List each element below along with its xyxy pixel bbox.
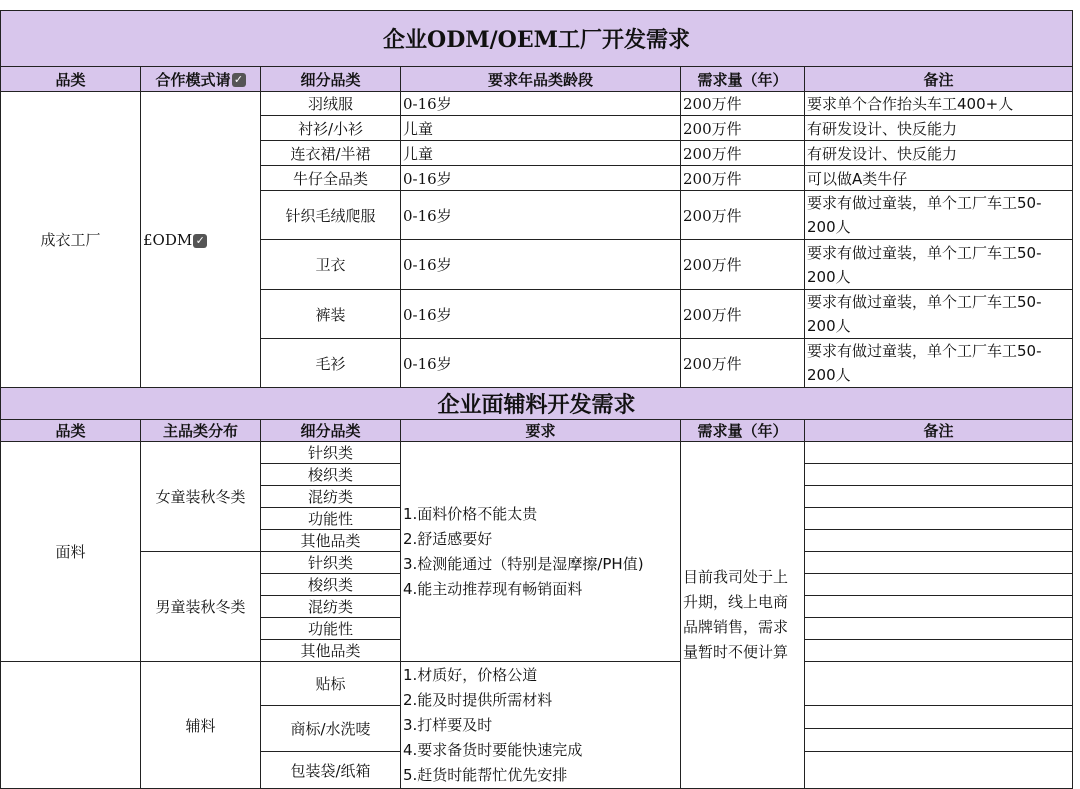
age-cell: 0-16岁	[401, 92, 681, 116]
item-cell: 功能性	[261, 618, 401, 640]
item-cell: 针织类	[261, 552, 401, 574]
item-cell: 梭织类	[261, 464, 401, 486]
note-cell: 要求单个合作抬头车工400+人	[805, 92, 1073, 116]
note-cell	[805, 508, 1073, 530]
header-age: 要求年品类龄段	[401, 67, 681, 92]
qty-cell: 200万件	[681, 240, 805, 290]
note-cell	[805, 640, 1073, 662]
item-cell: 针织类	[261, 442, 401, 464]
fabric-requirements-cell	[401, 442, 681, 662]
requirement-line: 1.面料价格不能太贵	[403, 504, 538, 523]
qty-cell: 200万件	[681, 166, 805, 191]
sub-cell: 羽绒服	[261, 92, 401, 116]
header-note: 备注	[805, 420, 1073, 442]
note-cell	[805, 662, 1073, 706]
requirement-line: 3.检测能通过（特别是湿摩擦/PH值)	[403, 554, 644, 573]
note-cell: 有研发设计、快反能力	[805, 116, 1073, 141]
group-cell: 男童装秋冬类	[141, 552, 261, 662]
sub-cell: 连衣裙/半裙	[261, 141, 401, 166]
qty-cell: 200万件	[681, 290, 805, 339]
blank-cell	[1, 662, 141, 789]
note-cell	[805, 530, 1073, 552]
requirement-line: 3.打样要及时	[403, 715, 493, 734]
note-cell: 要求有做过童装，单个工厂车工50-200人	[805, 339, 1073, 388]
item-cell: 包装袋/纸箱	[261, 752, 401, 789]
sub-cell: 牛仔全品类	[261, 166, 401, 191]
item-cell: 梭织类	[261, 574, 401, 596]
note-cell	[805, 552, 1073, 574]
checkbox-icon: ✓	[193, 234, 207, 248]
note-cell	[805, 729, 1073, 752]
note-cell	[805, 752, 1073, 789]
mode-cell: £ODM ✓	[141, 92, 261, 388]
qty-cell: 200万件	[681, 116, 805, 141]
note-cell: 要求有做过童装，单个工厂车工50-200人	[805, 290, 1073, 339]
age-cell: 0-16岁	[401, 240, 681, 290]
fabric-category-cell: 面料	[1, 442, 141, 662]
note-cell	[805, 464, 1073, 486]
note-cell	[805, 618, 1073, 640]
table-row	[1, 92, 1073, 116]
age-cell: 0-16岁	[401, 191, 681, 240]
header-category: 品类	[1, 420, 141, 442]
qty-cell: 200万件	[681, 141, 805, 166]
requirement-line: 1.材质好，价格公道	[403, 665, 538, 684]
age-cell: 儿童	[401, 141, 681, 166]
section1-title: 企业ODM/OEM工厂开发需求	[1, 11, 1073, 67]
accessory-group-cell: 辅料	[141, 662, 261, 789]
header-subcategory: 细分品类	[261, 67, 401, 92]
note-cell: 要求有做过童装，单个工厂车工50-200人	[805, 240, 1073, 290]
age-cell: 0-16岁	[401, 166, 681, 191]
requirement-line: 2.舒适感要好	[403, 529, 493, 548]
note-cell	[805, 442, 1073, 464]
quantity-note-cell: 目前我司处于上升期，线上电商品牌销售，需求量暂时不便计算	[681, 442, 805, 789]
sub-cell: 卫衣	[261, 240, 401, 290]
qty-cell: 200万件	[681, 339, 805, 388]
requirement-line: 2.能及时提供所需材料	[403, 690, 553, 709]
category-cell: 成衣工厂	[1, 92, 141, 388]
age-cell: 0-16岁	[401, 290, 681, 339]
item-cell: 其他品类	[261, 640, 401, 662]
note-cell: 可以做A类牛仔	[805, 166, 1073, 191]
accessory-requirements-cell	[401, 662, 681, 789]
group-cell: 女童装秋冬类	[141, 442, 261, 552]
spreadsheet	[0, 10, 1072, 789]
header-mode: 合作模式请 ✓	[141, 67, 261, 92]
demand-table	[0, 10, 1073, 789]
table-row	[1, 662, 1073, 706]
sub-cell: 裤装	[261, 290, 401, 339]
item-cell: 贴标	[261, 662, 401, 706]
note-cell	[805, 486, 1073, 508]
requirement-line: 4.要求备货时要能快速完成	[403, 740, 583, 759]
item-cell: 功能性	[261, 508, 401, 530]
item-cell: 其他品类	[261, 530, 401, 552]
checkbox-icon: ✓	[232, 73, 246, 87]
header-category: 品类	[1, 67, 141, 92]
table-row	[1, 442, 1073, 464]
age-cell: 儿童	[401, 116, 681, 141]
note-cell: 要求有做过童装，单个工厂车工50-200人	[805, 191, 1073, 240]
note-cell	[805, 596, 1073, 618]
item-cell: 混纺类	[261, 486, 401, 508]
item-cell: 混纺类	[261, 596, 401, 618]
age-cell: 0-16岁	[401, 339, 681, 388]
sub-cell: 针织毛绒爬服	[261, 191, 401, 240]
qty-cell: 200万件	[681, 92, 805, 116]
note-cell: 有研发设计、快反能力	[805, 141, 1073, 166]
sub-cell: 毛衫	[261, 339, 401, 388]
header-requirement: 要求	[401, 420, 681, 442]
requirement-line: 4.能主动推荐现有畅销面料	[403, 579, 583, 598]
header-quantity: 需求量（年）	[681, 67, 805, 92]
qty-cell: 200万件	[681, 191, 805, 240]
requirement-line: 5.赶货时能帮忙优先安排	[403, 765, 568, 784]
header-subcategory: 细分品类	[261, 420, 401, 442]
sub-cell: 衬衫/小衫	[261, 116, 401, 141]
item-cell: 商标/水洗唛	[261, 706, 401, 752]
note-cell	[805, 574, 1073, 596]
note-cell	[805, 706, 1073, 729]
header-quantity: 需求量（年）	[681, 420, 805, 442]
header-main-category: 主品类分布	[141, 420, 261, 442]
section2-title: 企业面辅料开发需求	[1, 388, 1073, 420]
header-note: 备注	[805, 67, 1073, 92]
